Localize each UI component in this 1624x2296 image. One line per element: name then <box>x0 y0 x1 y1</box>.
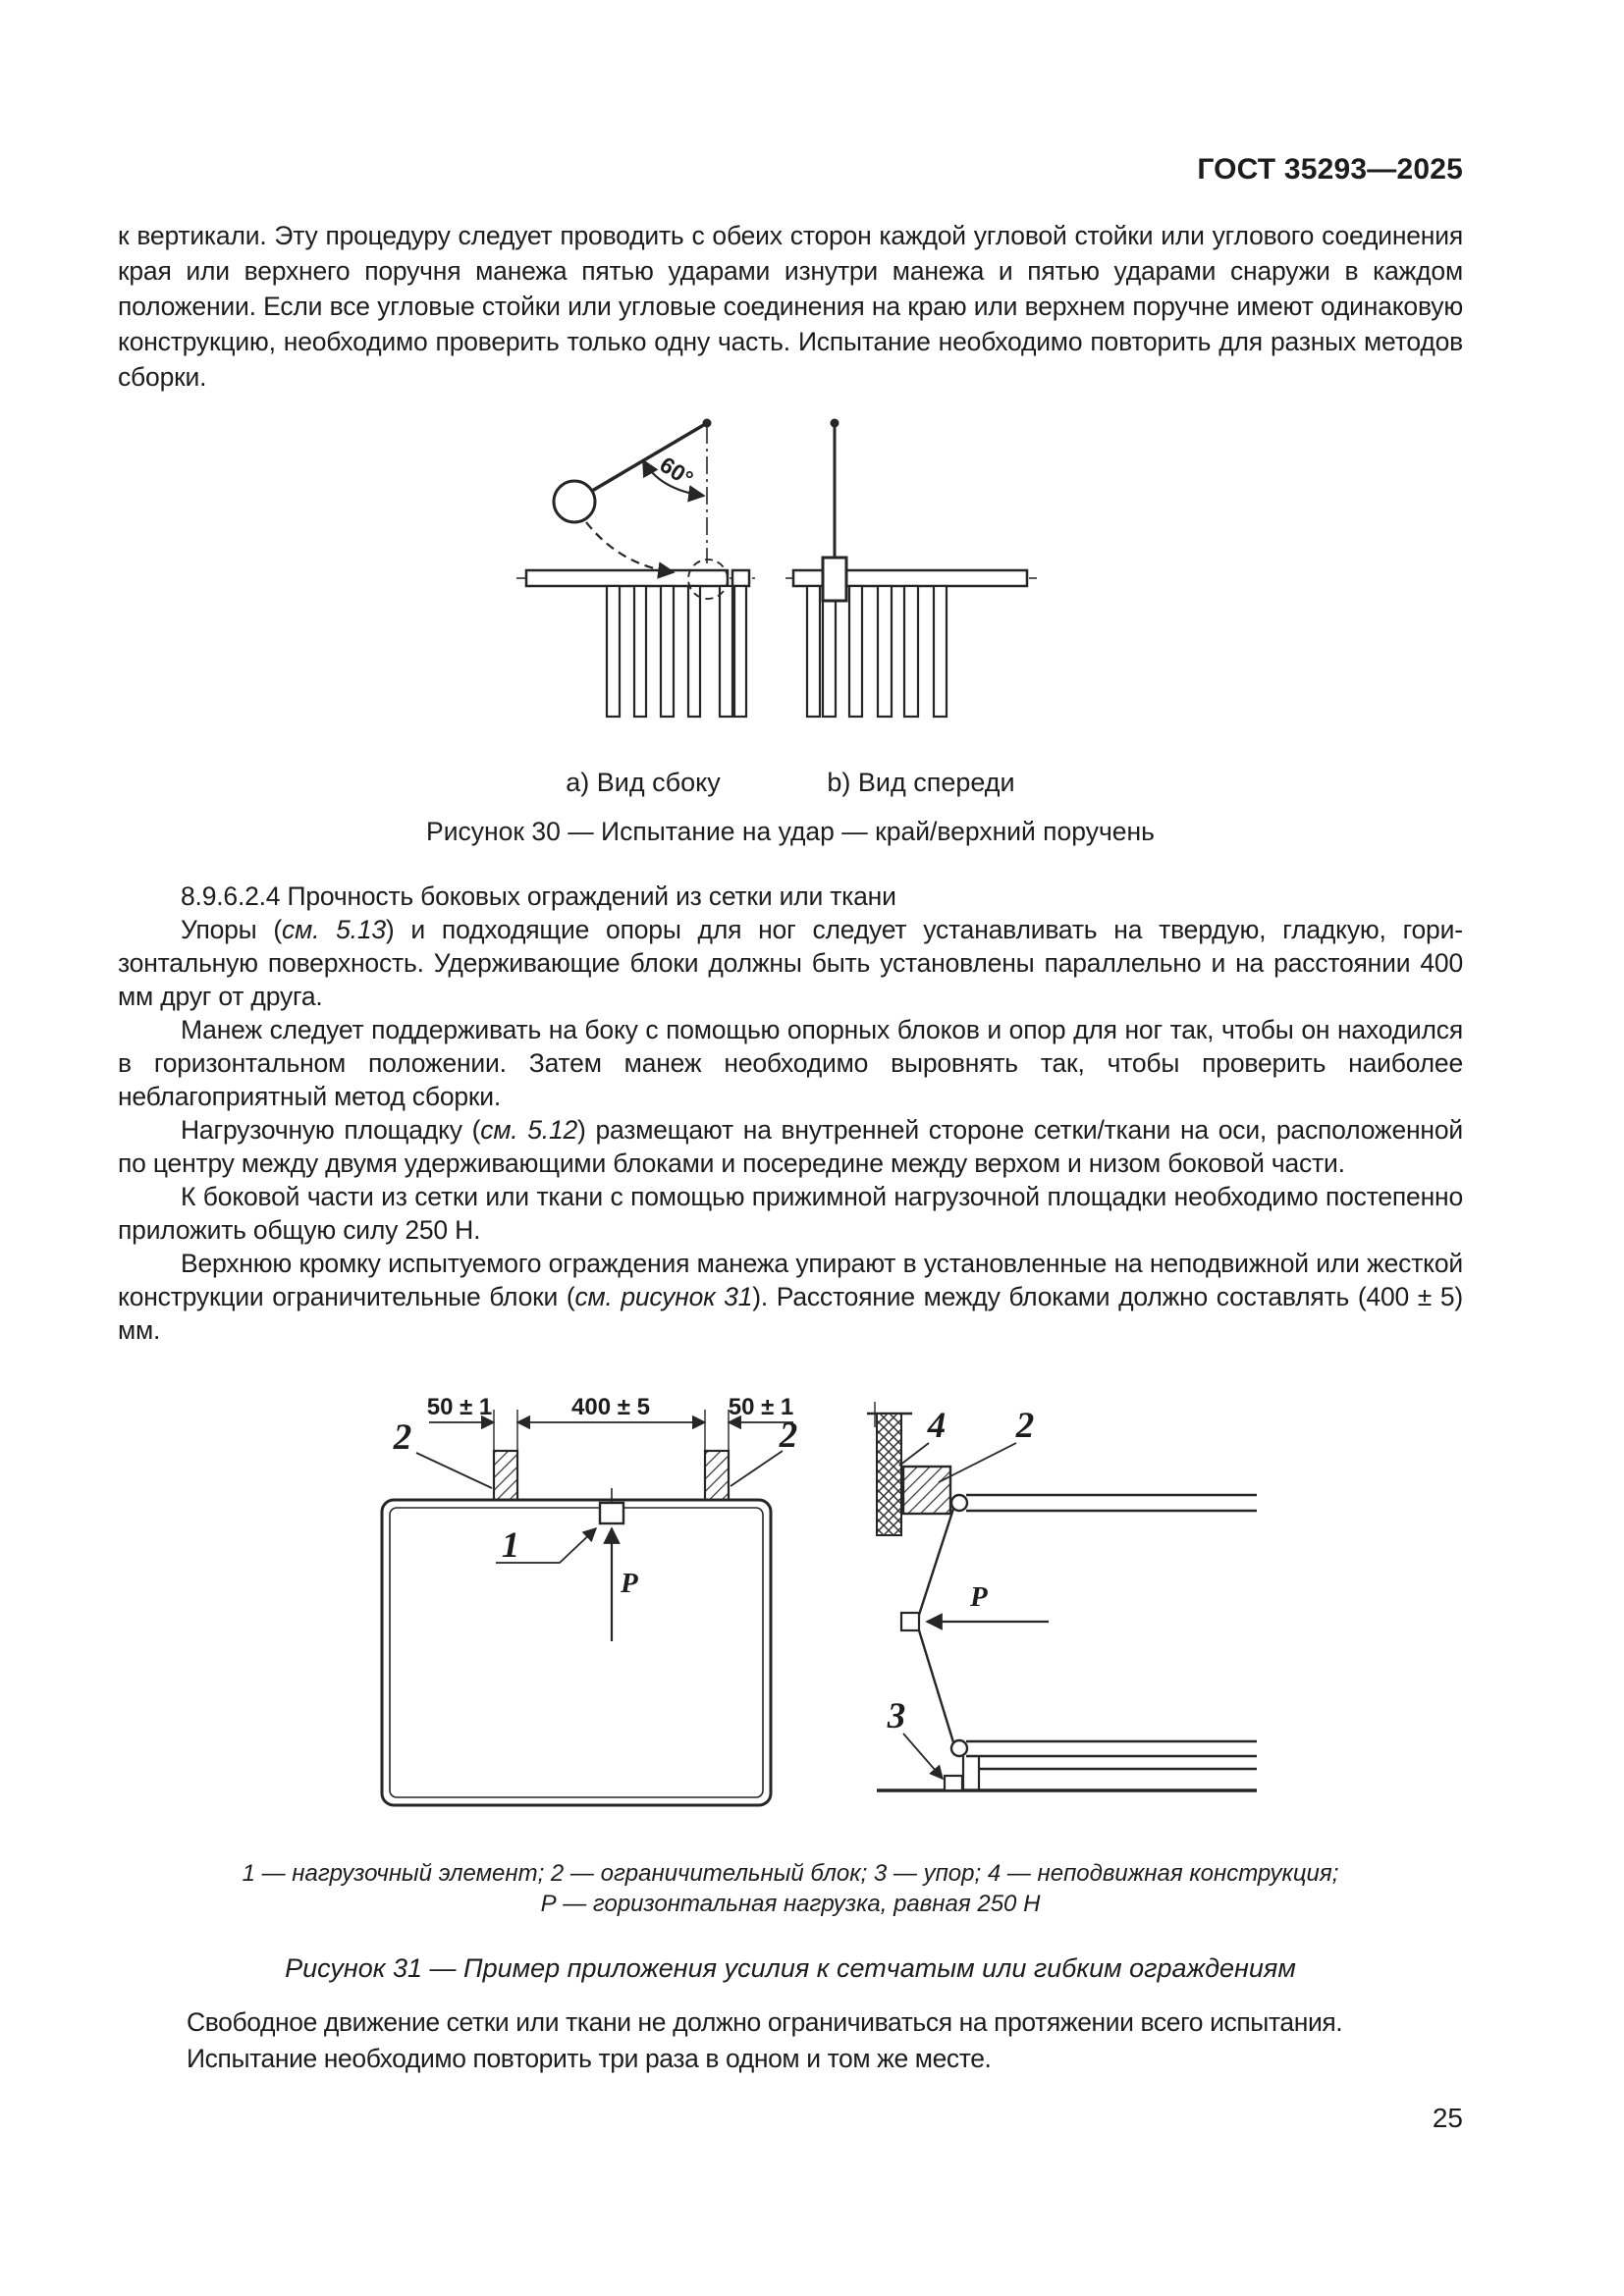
pivot-point-front <box>831 419 839 428</box>
rail-slats <box>607 586 746 717</box>
top-rail-section <box>951 1495 967 1511</box>
part-label-2-right: 2 <box>779 1415 798 1456</box>
top-rail-stub <box>732 570 749 586</box>
page-number: 25 <box>1432 2103 1463 2133</box>
figure31-drawing <box>373 1398 1286 1845</box>
subcaption-b: b) Вид спереди <box>827 768 1015 797</box>
closing-line-2: Испытание необходимо повторить три раза в одном и том же месте. <box>187 2044 992 2073</box>
mesh-upper-segment <box>919 1509 953 1615</box>
restraint-block-right <box>705 1451 729 1500</box>
top-rail-front <box>846 570 1027 586</box>
part-label-2-left: 2 <box>393 1417 412 1458</box>
force-label-front: P <box>621 1568 638 1599</box>
leader-line-3 <box>903 1734 943 1779</box>
load-element-profile <box>901 1613 919 1630</box>
impactor-block <box>823 558 846 601</box>
closing-paragraph <box>187 2004 1463 2077</box>
front-view-drawing <box>785 419 1037 718</box>
dim-label-center: 400 ± 5 <box>571 1398 650 1420</box>
side-view-drawing <box>516 419 758 718</box>
intro-paragraph: к вертикали. Эту процедуру следует проводить с обеих сторон каждой угловой стойки или углового соединения края или верхнего поручня манежа пятью ударами изнутри манежа и пятью ударами снаружи в каждом положении. Если все угловые стойки или угловые соединения на краю или верхнем поручне имеют одинаковую конструкцию, необходимо проверить только одну часть. Испытание необходимо повторить для разных методов сборки. <box>118 221 1463 392</box>
part-label-2-profile: 2 <box>1015 1406 1035 1446</box>
paragraph-playpen: Манеж следует поддерживать на боку с помощью опорных блоков и опор для ног так, чтобы он находился в горизонтальном положении. Затем манеж необходимо выровнять так, чтобы проверить наиболее неблагоприятный метод сборки. <box>118 1015 1463 1111</box>
clause-ref-5-12: см. 5.12 <box>480 1115 578 1145</box>
paragraph-topedge-post: ). Расстояние между блоками должно составлять (400 ± 5) мм. <box>118 1282 1463 1345</box>
paragraph-supports-post: ) и подходящие опоры для ног следует устанавливать на твердую, гладкую, горизонтальную поверхность. Удерживающие блоки должны быть установлены параллельно и на расстоянии 400 мм друг от друга. <box>118 915 1464 1011</box>
pivot-point <box>703 419 712 428</box>
clause-ref-5-13: см. 5.13 <box>282 915 386 944</box>
mesh-lower-segment <box>919 1630 953 1742</box>
part-label-1: 1 <box>501 1525 520 1566</box>
leader-line-2-left <box>416 1453 492 1488</box>
top-rail <box>526 570 728 586</box>
leader-line-2-right <box>731 1451 783 1486</box>
leader-line-2-profile <box>939 1443 1016 1482</box>
paragraph-topedge <box>118 1247 1463 1347</box>
swing-path-arc <box>586 522 674 572</box>
side-profile-drawing <box>867 1402 1257 1790</box>
dim-label-right: 50 ± 1 <box>728 1398 794 1420</box>
paragraph-loadpad-post: ) размещают на внутренней стороне сетки/ткани на оси, расположенной по центру между двумя удерживающими блоками и посередине между верхом и низом боковой части. <box>118 1115 1464 1178</box>
figure30-caption: Рисунок 30 — Испытание на удар — край/верхний поручень <box>426 817 1155 846</box>
paragraph-topedge-pre: Верхнюю кромку испытуемого ограждения манежа упирают в установленные на неподвижной или жесткой конструкции ограничительные блоки ( <box>118 1249 1463 1311</box>
closing-line-1: Свободное движение сетки или ткани не должно ограничиваться на протяжении всего испытания. <box>187 2007 1343 2037</box>
figure31-caption: Рисунок 31 — Пример приложения усилия к сетчатым или гибким ограждениям <box>285 1953 1296 1983</box>
top-rail-left-stub <box>793 570 823 586</box>
figure31-legend <box>118 1858 1463 1919</box>
figure30-drawing <box>511 416 1041 809</box>
rail-slats-front <box>807 586 947 717</box>
panel-front-drawing <box>382 1410 793 1805</box>
load-element-square <box>600 1503 623 1523</box>
fixed-structure-strip <box>877 1414 901 1535</box>
paragraph-loadpad <box>118 1113 1463 1180</box>
dim-label-left: 50 ± 1 <box>426 1398 493 1420</box>
restraint-block-left <box>494 1451 517 1500</box>
legend-line-2: Р — горизонтальная нагрузка, равная 250 Н <box>540 1891 1041 1917</box>
force-label-profile: P <box>970 1581 988 1613</box>
paragraph-supports-pre: Упоры ( <box>181 915 283 944</box>
figure-ref-31: см. рисунок 31 <box>574 1282 753 1311</box>
section-text <box>118 880 1463 1347</box>
paragraph-supports <box>118 913 1463 1013</box>
part-label-4: 4 <box>927 1406 947 1446</box>
pendulum-ball <box>554 481 595 522</box>
part-label-3: 3 <box>887 1696 906 1736</box>
restraint-block-profile <box>903 1467 950 1514</box>
section-heading: 8.9.6.2.4 Прочность боковых ограждений из сетки или ткани <box>181 881 896 911</box>
subcaption-a: a) Вид сбоку <box>566 768 721 797</box>
leader-line-4 <box>899 1443 929 1466</box>
paragraph-force: К боковой части из сетки или ткани с помощью прижимной нагрузочной площадки необходимо постепенно приложить общую силу 250 Н. <box>118 1182 1463 1245</box>
paragraph-loadpad-pre: Нагрузочную площадку ( <box>181 1115 481 1145</box>
stop-block <box>945 1776 962 1790</box>
legend-line-1: 1 — нагрузочный элемент; 2 — ограничительный блок; 3 — упор; 4 — неподвижная конструкция; <box>242 1860 1339 1887</box>
playpen-panel-outer <box>382 1500 771 1805</box>
doc-number-header: ГОСТ 35293—2025 <box>1197 153 1463 186</box>
angle-label: 60° <box>655 451 698 492</box>
bottom-rail-section <box>951 1740 967 1756</box>
